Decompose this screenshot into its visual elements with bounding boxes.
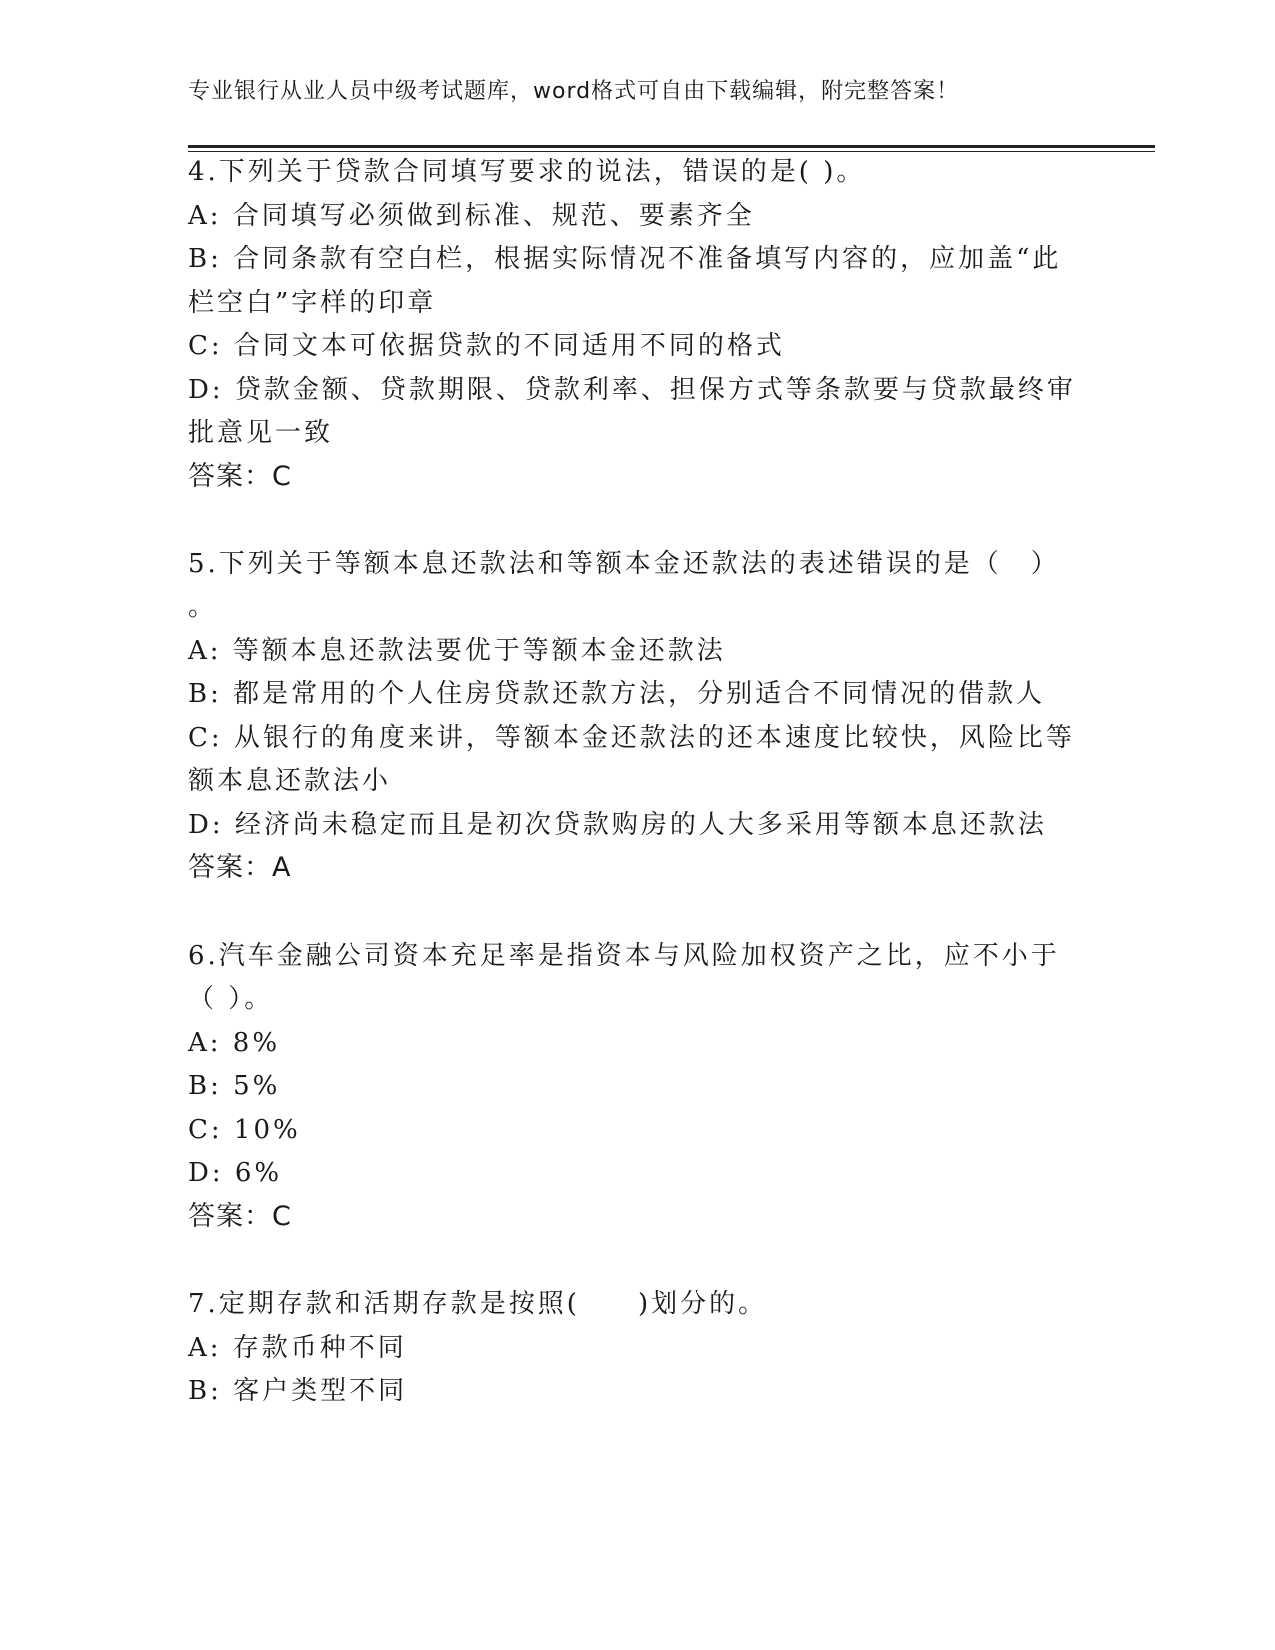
question-5-option-c: C: 从银行的角度来讲，等额本金还款法的还本速度比较快，风险比等	[188, 723, 1075, 753]
question-6-option-a: A: 8%	[188, 1028, 281, 1058]
question-6-answer: 答案：C	[188, 1201, 292, 1232]
question-4-option-d: D: 贷款金额、贷款期限、贷款利率、担保方式等条款要与贷款最终审	[188, 375, 1076, 405]
header-rule-thick	[188, 145, 1155, 148]
question-6-option-b: B: 5%	[188, 1071, 281, 1101]
question-6-option-d: D: 6%	[188, 1158, 283, 1188]
question-4-option-b: B: 合同条款有空白栏，根据实际情况不准备填写内容的，应加盖“此	[188, 244, 1062, 274]
question-7-stem: 7.定期存款和活期存款是按照( )划分的。	[188, 1289, 768, 1319]
question-6-option-c: C: 10%	[188, 1115, 301, 1145]
question-4-option-d-cont: 批意见一致	[188, 418, 334, 448]
question-5-answer: 答案：A	[188, 852, 292, 883]
question-4-answer: 答案：C	[188, 461, 292, 492]
question-6-stem: 6.汽车金融公司资本充足率是指资本与风险加权资产之比，应不小于	[188, 941, 1060, 971]
header-rule-thin	[188, 151, 1155, 152]
question-5-option-d: D: 经济尚未稳定而且是初次贷款购房的人大多采用等额本息还款法	[188, 810, 1047, 840]
question-4-option-a: A: 合同填写必须做到标准、规范、要素齐全	[188, 201, 755, 231]
question-7-option-b: B: 客户类型不同	[188, 1376, 408, 1406]
question-5-option-c-cont: 额本息还款法小	[188, 766, 392, 796]
question-5-stem: 5.下列关于等额本息还款法和等额本金还款法的表述错误的是（ ）	[188, 549, 1060, 579]
question-4-stem: 4.下列关于贷款合同填写要求的说法，错误的是( )。	[188, 157, 866, 187]
question-4-option-b-cont: 栏空白”字样的印章	[188, 288, 437, 318]
question-6-stem-cont: （ ）。	[188, 984, 274, 1014]
page-header: 专业银行从业人员中级考试题库，word格式可自由下载编辑，附完整答案！	[188, 79, 960, 104]
question-7-option-a: A: 存款币种不同	[188, 1333, 407, 1363]
question-5-stem-cont: 。	[188, 592, 218, 622]
question-5-option-b: B: 都是常用的个人住房贷款还款方法，分别适合不同情况的借款人	[188, 679, 1046, 709]
question-5-option-a: A: 等额本息还款法要优于等额本金还款法	[188, 636, 726, 666]
question-4-option-c: C: 合同文本可依据贷款的不同适用不同的格式	[188, 331, 785, 361]
